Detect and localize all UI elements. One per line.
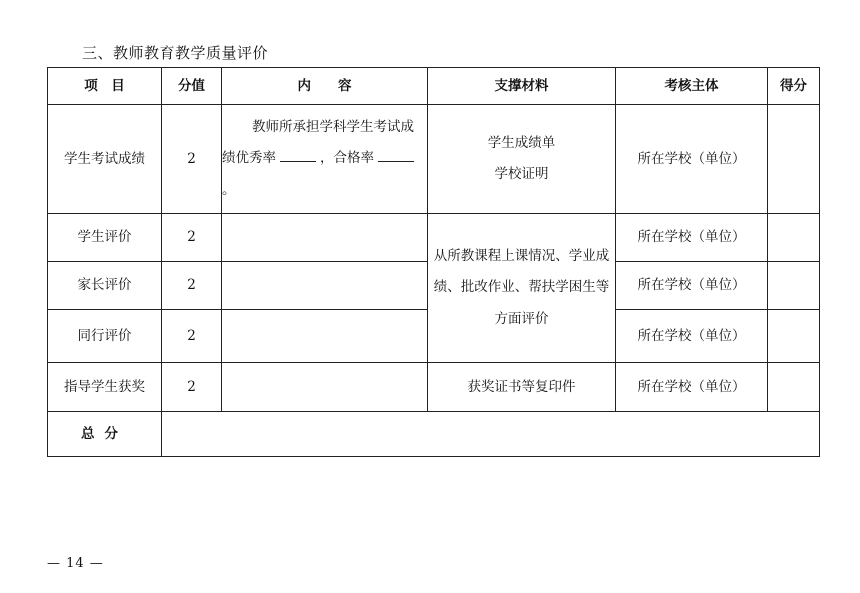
parent-eval-score: 2 xyxy=(162,262,222,310)
table-row-total xyxy=(48,412,820,457)
table-row-exam xyxy=(48,105,820,214)
section-title: 三、教师教育教学质量评价 xyxy=(82,44,269,62)
exam-item: 学生考试成绩 xyxy=(48,105,162,214)
parent-eval-result-cell[interactable] xyxy=(768,262,820,310)
header-material: 支撑材料 xyxy=(428,68,616,105)
parent-eval-assessor: 所在学校（单位） xyxy=(616,262,768,310)
student-eval-assessor: 所在学校（单位） xyxy=(616,214,768,262)
student-eval-score: 2 xyxy=(162,214,222,262)
exam-material xyxy=(428,105,616,214)
table-row-award xyxy=(48,363,820,412)
exam-result-cell[interactable] xyxy=(768,105,820,214)
exam-assessor: 所在学校（单位） xyxy=(616,105,768,214)
table-row-student-eval xyxy=(48,214,820,262)
header-content: 内 容 xyxy=(222,68,428,105)
page-number: — 14 — xyxy=(47,556,104,571)
total-label: 总分 xyxy=(48,412,162,457)
header-item: 项 目 xyxy=(48,68,162,105)
exam-content-text-1: 教师所承担学科学生考试成绩优秀率 xyxy=(222,119,414,167)
peer-eval-score: 2 xyxy=(162,310,222,363)
parent-eval-content-cell[interactable] xyxy=(222,262,428,310)
peer-eval-content-cell[interactable] xyxy=(222,310,428,363)
evaluation-table xyxy=(47,67,820,457)
student-eval-result-cell[interactable] xyxy=(768,214,820,262)
parent-eval-item: 家长评价 xyxy=(48,262,162,310)
award-material: 获奖证书等复印件 xyxy=(428,363,616,412)
peer-eval-assessor: 所在学校（单位） xyxy=(616,310,768,363)
exam-material-line-2: 学校证明 xyxy=(494,166,549,182)
award-item: 指导学生获奖 xyxy=(48,363,162,412)
header-result: 得分 xyxy=(768,68,820,105)
total-value-cell[interactable] xyxy=(162,412,820,457)
award-result-cell[interactable] xyxy=(768,363,820,412)
exam-content-text-2: ，合格率 xyxy=(320,150,374,167)
excellent-rate-blank[interactable] xyxy=(280,147,316,162)
pass-rate-blank[interactable] xyxy=(378,147,414,162)
exam-content xyxy=(222,105,428,214)
peer-eval-result-cell[interactable] xyxy=(768,310,820,363)
award-score: 2 xyxy=(162,363,222,412)
table-header-row xyxy=(48,68,820,105)
award-content-cell[interactable] xyxy=(222,363,428,412)
header-assessor: 考核主体 xyxy=(616,68,768,105)
peer-eval-item: 同行评价 xyxy=(48,310,162,363)
student-eval-content-cell[interactable] xyxy=(222,214,428,262)
exam-material-line-1: 学生成绩单 xyxy=(487,134,556,151)
award-assessor: 所在学校（单位） xyxy=(616,363,768,412)
student-eval-item: 学生评价 xyxy=(48,214,162,262)
exam-content-text-3: 。 xyxy=(222,181,236,198)
header-score: 分值 xyxy=(162,68,222,105)
merged-material: 从所教课程上课情况、学业成绩、批改作业、帮扶学困生等方面评价 xyxy=(428,214,616,363)
exam-score: 2 xyxy=(162,105,222,214)
